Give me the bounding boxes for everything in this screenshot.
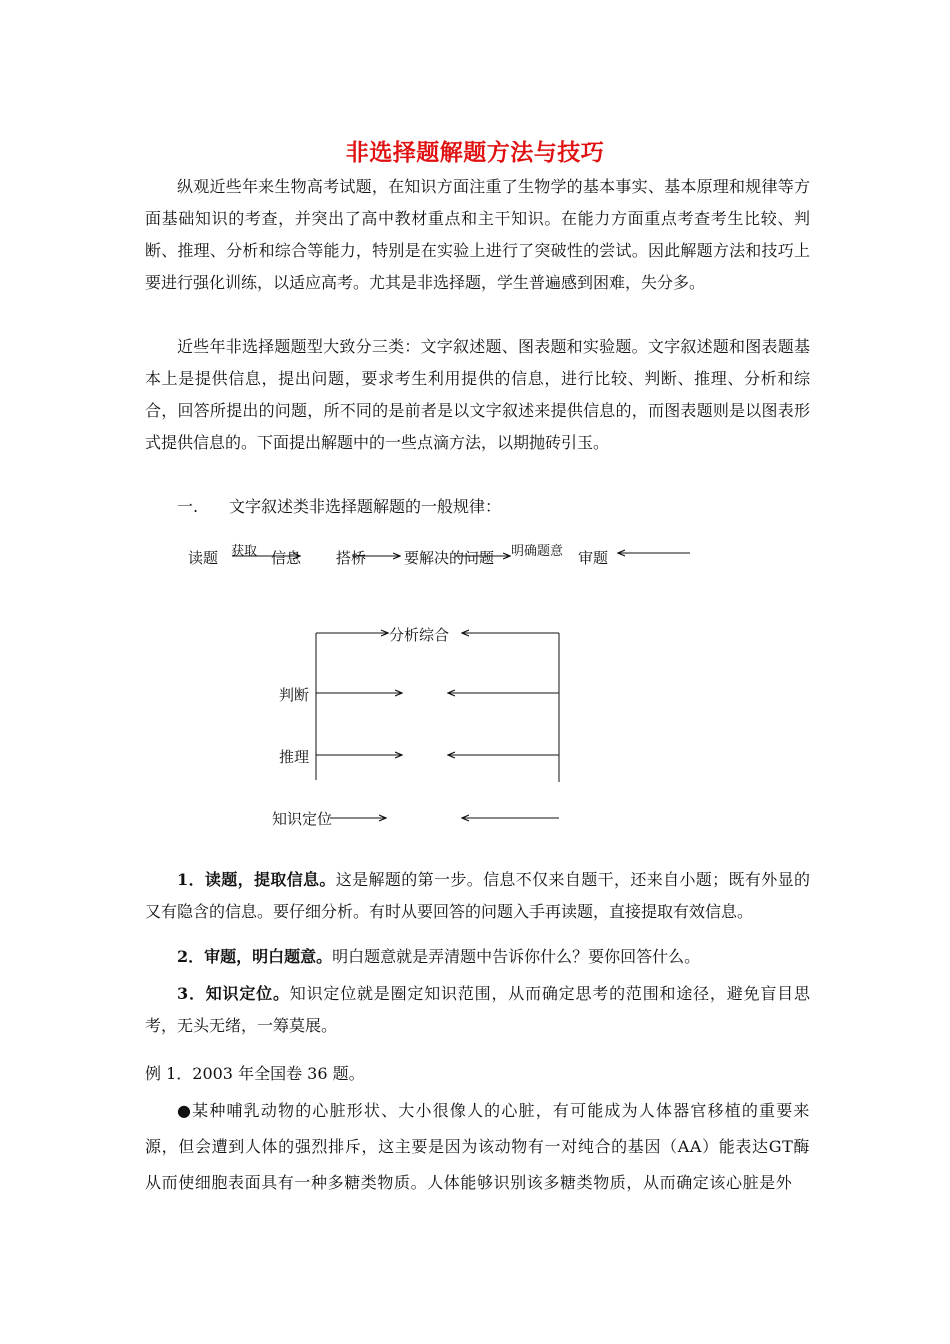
node-synthesis: 分析综合 — [389, 626, 450, 644]
node-problem: 要解决的问题 — [404, 549, 495, 567]
edge-label-obtain: 获取 — [231, 544, 258, 559]
step-1-head: 读题，提取信息。 — [204, 870, 336, 889]
page-title: 非选择题解题方法与技巧 — [345, 139, 605, 166]
node-judge: 判断 — [279, 686, 310, 704]
step-1-text: 这是解题的第一步。信息不仅来自题干，还来自小题；既有外显的又有隐含的信息。要仔细分析。有时从要回答的问题入手再读题，直接提取有效信息。 — [145, 870, 810, 921]
node-build: 搭桥 — [336, 549, 367, 567]
intro-paragraph-1: 纵观近些年来生物高考试题，在知识方面注重了生物学的基本事实、基本原理和规律等方面基础知识的考查，并突出了高中教材重点和主干知识。在能力方面重点考查考生比较、判断、推理、分析和综合等能力，特别是在实验上进行了突破性的尝试。因此解题方法和技巧上要进行强化训练，以适应高考。尤其是非选择题，学生普遍感到困难，失分多。 — [145, 177, 810, 292]
step-2-head: 审题，明白题意。 — [204, 947, 333, 966]
step-3-head: 知识定位。 — [205, 984, 290, 1003]
example-text: ●某种哺乳动物的心脏形状、大小很像人的心脏，有可能成为人体器官移植的重要来源，但会遭到人体的强烈排斥，这主要是因为该动物有一对纯合的基因（AA）能表达GT酶从而使细胞表面具有一种多糖类物质。人体能够识别该多糖类物质，从而确定该心脏是外 — [145, 1101, 810, 1192]
step-2 — [145, 941, 810, 973]
example-label: 例 1．2003 年全国卷 36 题。 — [145, 1064, 365, 1083]
step-3-text: 知识定位就是圈定知识范围，从而确定思考的范围和途径，避免盲目思考，无头无绪，一筹莫展。 — [145, 984, 810, 1035]
step-2-text: 明白题意就是弄清题中告诉你什么？要你回答什么。 — [332, 947, 701, 966]
step-3-num: 3． — [177, 984, 206, 1003]
intro-paragraph-2: 近些年非选择题题型大致分三类：文字叙述题、图表题和实验题。文字叙述题和图表题基本上是提供信息，提出问题，要求考生利用提供的信息，进行比较、判断、推理、分析和综合，回答所提出的问题，所不同的是前者是以文字叙述来提供信息的，而图表题则是以图表形式提供信息的。下面提出解题中的一些点滴方法，以期抛砖引玉。 — [145, 337, 810, 452]
step-3 — [145, 978, 810, 1042]
node-reason: 推理 — [279, 748, 310, 766]
section-number: 一. — [177, 497, 199, 516]
node-info: 信息 — [271, 549, 302, 567]
edge-label-clarify: 明确题意 — [511, 544, 564, 559]
node-locate: 知识定位 — [272, 810, 333, 828]
section-title: 文字叙述类非选择题解题的一般规律： — [229, 497, 502, 516]
node-read: 读题 — [188, 549, 219, 567]
step-1 — [145, 864, 810, 928]
node-review: 审题 — [578, 549, 609, 567]
step-2-num: 2． — [177, 947, 205, 966]
step-1-num: 1． — [177, 870, 205, 889]
